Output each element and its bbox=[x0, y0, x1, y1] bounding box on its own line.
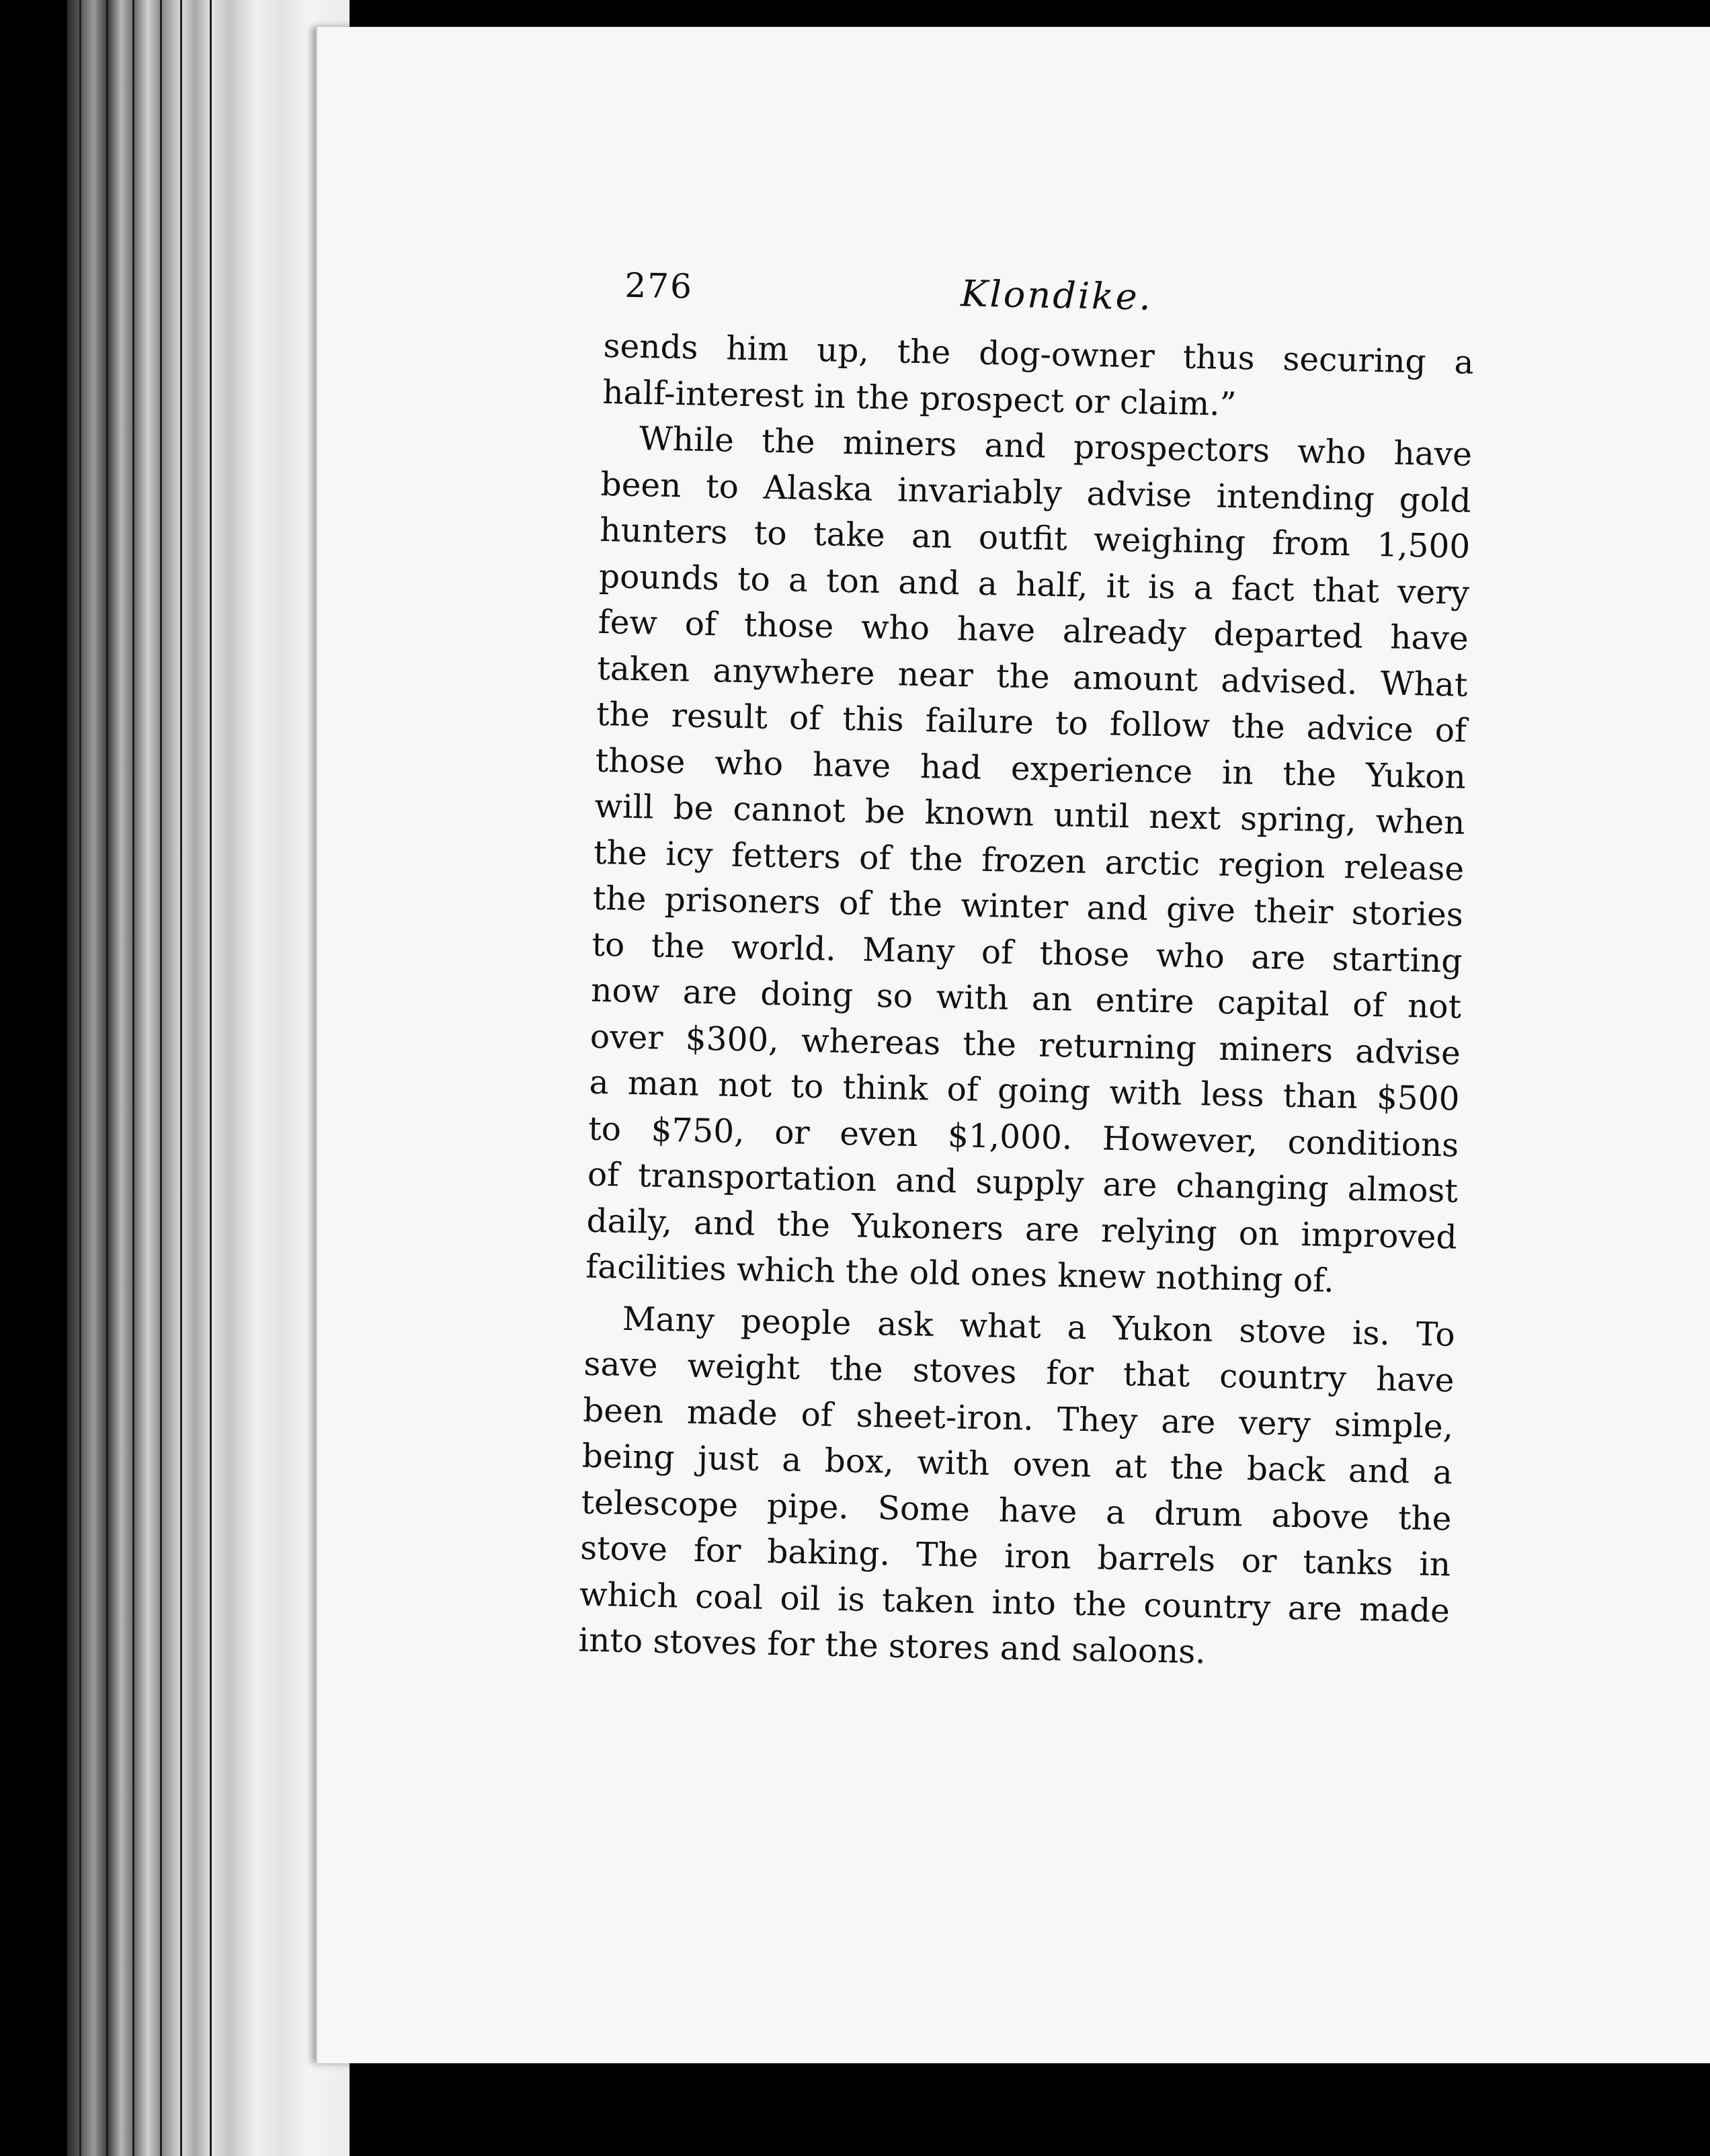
text-line: will be cannot be known until next spring, when bbox=[594, 787, 1465, 842]
text-line: hunters to take an outfit weighing from 1,500 bbox=[599, 511, 1471, 566]
text-line: taken anywhere near the amount advised. What bbox=[596, 649, 1468, 704]
text-line: daily, and the Yukoners are relying on improved bbox=[586, 1202, 1458, 1257]
text-line: few of those who have already departed have bbox=[598, 603, 1469, 658]
page-edge-line bbox=[160, 0, 162, 2156]
paragraph-2 bbox=[585, 415, 1473, 1307]
text-line: the icy fetters of the frozen arctic region release bbox=[593, 833, 1465, 888]
text-line: the prisoners of the winter and give their stories bbox=[592, 879, 1464, 934]
text-line: over $300, whereas the returning miners advise bbox=[589, 1018, 1461, 1073]
text-line: into stoves for the stores and saloons. bbox=[578, 1621, 1207, 1671]
text-line: half-interest in the prospect or claim.” bbox=[602, 373, 1237, 423]
running-title: Klondike. bbox=[960, 272, 1153, 319]
text-line: which coal oil is taken into the country are made bbox=[579, 1575, 1451, 1630]
text-block bbox=[578, 265, 1475, 1680]
paragraph-1 bbox=[602, 323, 1474, 432]
page-edge-line bbox=[132, 0, 134, 2156]
text-line: the result of this failure to follow the advice of bbox=[596, 695, 1467, 750]
text-line: to $750, or even $1,000. However, conditions bbox=[587, 1110, 1459, 1165]
page-edge-stack bbox=[67, 0, 350, 2156]
text-line: been to Alaska invariably advise intending gold bbox=[600, 465, 1472, 520]
page-number: 276 bbox=[624, 265, 694, 306]
text-line: save weight the stoves for that country have bbox=[583, 1345, 1455, 1400]
text-line: those who have had experience in the Yukon bbox=[595, 741, 1467, 796]
text-line: of transportation and supply are changing almost bbox=[587, 1155, 1459, 1210]
page-edge-line bbox=[79, 0, 81, 2156]
text-line: While the miners and prospectors who have bbox=[639, 420, 1473, 474]
page-edge-line bbox=[210, 0, 212, 2156]
text-line: pounds to a ton and a half, it is a fact that very bbox=[598, 557, 1470, 612]
text-line: sends him up, the dog-owner thus securing a bbox=[603, 327, 1474, 382]
text-line: Many people ask what a Yukon stove is. To bbox=[622, 1300, 1456, 1354]
text-line: to the world. Many of those who are starting bbox=[592, 925, 1463, 981]
text-line: facilities which the old ones knew nothing of. bbox=[585, 1247, 1335, 1300]
text-line: telescope pipe. Some have a drum above the bbox=[581, 1483, 1452, 1538]
paragraph-3 bbox=[578, 1295, 1455, 1680]
page-edge-line bbox=[180, 0, 182, 2156]
text-line: a man not to think of going with less than $500 bbox=[589, 1063, 1460, 1118]
page-gutter-rule bbox=[316, 27, 317, 2063]
text-line: stove for baking. The iron barrels or tanks in bbox=[579, 1529, 1451, 1584]
text-line: being just a box, with oven at the back and a bbox=[581, 1437, 1453, 1492]
text-line: been made of sheet-iron. They are very simple, bbox=[582, 1391, 1454, 1446]
page-edge-line bbox=[106, 0, 108, 2156]
text-line: now are doing so with an entire capital of not bbox=[590, 971, 1462, 1026]
